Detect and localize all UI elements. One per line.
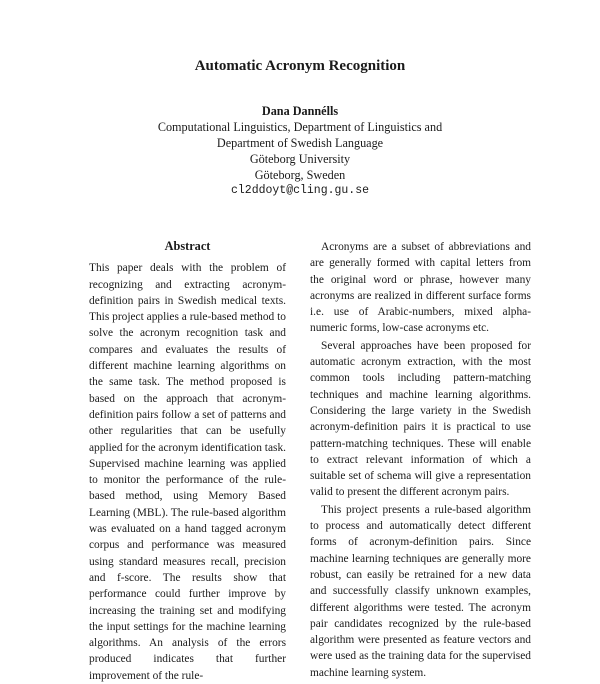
author-email: cl2ddoyt@cling.gu.se xyxy=(230,184,370,197)
author-block xyxy=(0,103,600,199)
affiliation-line: Department of Swedish Language xyxy=(216,136,384,150)
abstract-heading: Abstract xyxy=(164,239,211,253)
affiliation-line: Computational Linguistics, Department of Linguistics and xyxy=(157,120,443,134)
affiliation-line: Göteborg, Sweden xyxy=(254,168,346,182)
body-paragraph: Acronyms are a subset of abbreviations and are generally formed with capital letters from the original word or phrase, however many acronyms are realized in different surface forms i.e. use of Arabic-numbers, mixed alpha-numeric forms, low-case acronyms etc. xyxy=(310,241,531,335)
paper-title: Automatic Acronym Recognition xyxy=(194,58,406,74)
body-paragraph: Several approaches have been proposed for automatic acronym extraction, with the most common tools including pattern-matching techniques and machine learning algorithms. Considering the large variety in the Swedish acronym-definition pairs it is practical to use pattern-matching techniques. These will enable to extract relevant information of which a suitable set of schema will give a representation valid to present the different acronym pairs. xyxy=(310,339,531,499)
abstract-text: This paper deals with the problem of recognizing and extracting acronym-definition pairs in Swedish medical texts. This project applies a rule-based method to solve the acronym recognition task and compares and evaluates the results of different machine learning algorithms on the same task. The method proposed is based on the approach that acronym-definition pairs follow a set of patterns and other regularities that can be usefully applied for the acronym identification task. Supervised machine learning was applied to monitor the performance of the rule-based method, using Memory Based Learning (MBL). The rule-based algorithm was evaluated on a hand tagged acronym corpus and performance was measured using standard measures recall, precision and f-score. The results show that performance could further improve by increasing the training set and modifying the input settings for the machine learning algorithms. An analysis of the errors produced indicates that further improvement of the rule- xyxy=(89,262,286,682)
author-name: Dana Dannélls xyxy=(261,104,339,118)
body-paragraph: This project presents a rule-based algorithm to process and automatically detect different forms of acronym-definition pairs. Since machine learning techniques are generally more robust, can easily be retrained for a new data and successfully classify unknown examples, different algorithms were tested. The acronym pair candidates recognized by the rule-based algorithm were presented as feature vectors and were used as the training data for the supervised machine learning system. xyxy=(310,503,531,679)
abstract-column xyxy=(89,238,286,684)
affiliation-line: Göteborg University xyxy=(249,152,351,166)
body-column xyxy=(310,238,531,682)
